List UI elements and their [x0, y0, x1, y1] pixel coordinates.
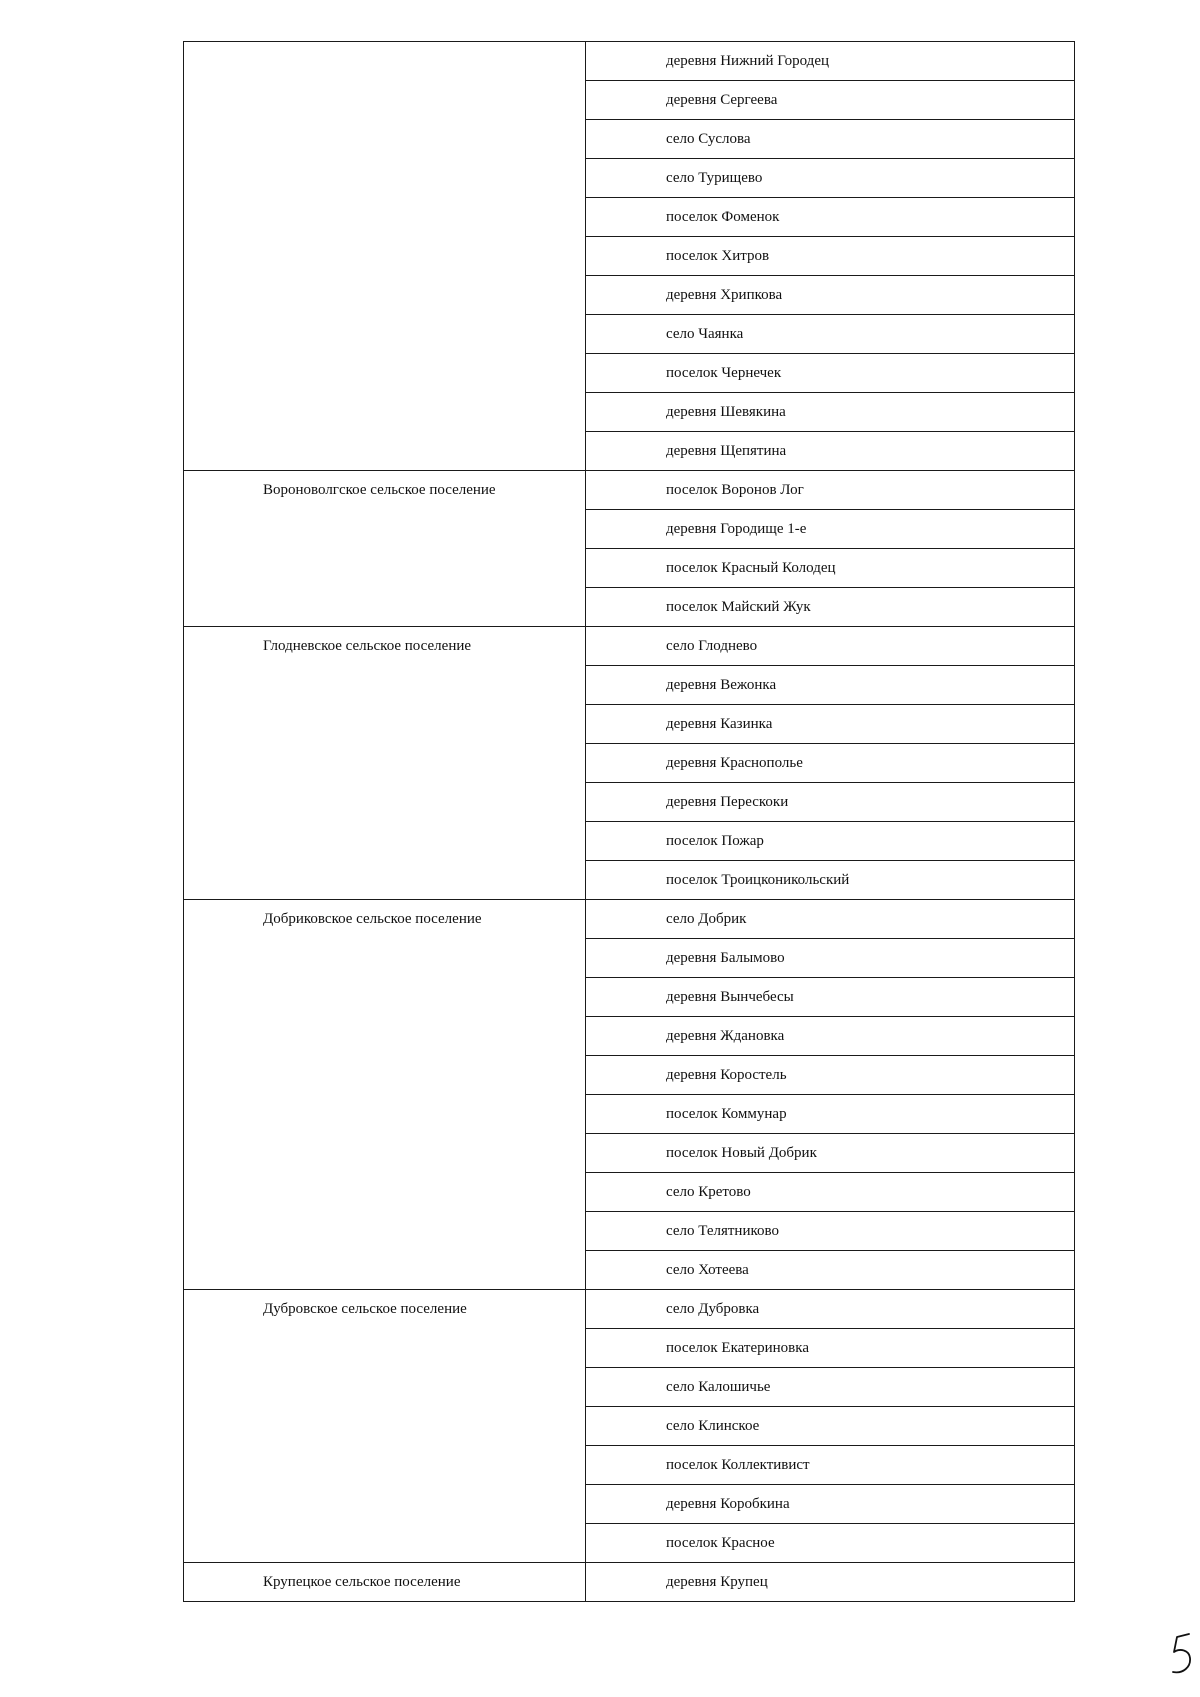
locality-name-cell: деревня Вежонка — [586, 666, 1075, 705]
locality-name-cell: деревня Краснополье — [586, 744, 1075, 783]
settlement-name-cell — [184, 42, 586, 471]
locality-name-cell: село Телятниково — [586, 1212, 1075, 1251]
table-row — [184, 42, 1075, 81]
locality-name-cell: деревня Ждановка — [586, 1017, 1075, 1056]
locality-name-cell: деревня Балымово — [586, 939, 1075, 978]
locality-name-cell: деревня Перескоки — [586, 783, 1075, 822]
settlement-name-cell: Крупецкое сельское поселение — [184, 1563, 586, 1602]
locality-name-cell: село Глоднево — [586, 627, 1075, 666]
settlement-name-cell: Вороноволгское сельское поселение — [184, 471, 586, 627]
locality-name-cell: деревня Хрипкова — [586, 276, 1075, 315]
locality-name-cell: село Суслова — [586, 120, 1075, 159]
locality-name-cell: деревня Казинка — [586, 705, 1075, 744]
table-row — [184, 1290, 1075, 1329]
locality-name-cell: поселок Хитров — [586, 237, 1075, 276]
locality-name-cell: поселок Троицконикольский — [586, 861, 1075, 900]
locality-name-cell: деревня Шевякина — [586, 393, 1075, 432]
locality-name-cell: деревня Нижний Городец — [586, 42, 1075, 81]
locality-name-cell: поселок Чернечек — [586, 354, 1075, 393]
table-row — [184, 900, 1075, 939]
table-row — [184, 1563, 1075, 1602]
locality-name-cell: деревня Сергеева — [586, 81, 1075, 120]
locality-name-cell: село Чаянка — [586, 315, 1075, 354]
locality-name-cell: поселок Фоменок — [586, 198, 1075, 237]
locality-name-cell: деревня Вынчебесы — [586, 978, 1075, 1017]
locality-name-cell: деревня Городище 1-е — [586, 510, 1075, 549]
locality-name-cell: село Турищево — [586, 159, 1075, 198]
settlement-name-cell: Дубровское сельское поселение — [184, 1290, 586, 1563]
locality-name-cell: село Дубровка — [586, 1290, 1075, 1329]
locality-name-cell: поселок Коллективист — [586, 1446, 1075, 1485]
settlement-name-cell: Добриковское сельское поселение — [184, 900, 586, 1290]
locality-name-cell: поселок Майский Жук — [586, 588, 1075, 627]
locality-name-cell: поселок Новый Добрик — [586, 1134, 1075, 1173]
locality-name-cell: поселок Коммунар — [586, 1095, 1075, 1134]
locality-name-cell: деревня Крупец — [586, 1563, 1075, 1602]
settlement-name-cell: Глодневское сельское поселение — [184, 627, 586, 900]
locality-name-cell: поселок Красный Колодец — [586, 549, 1075, 588]
locality-name-cell: поселок Красное — [586, 1524, 1075, 1563]
locality-name-cell: село Добрик — [586, 900, 1075, 939]
locality-name-cell: село Кретово — [586, 1173, 1075, 1212]
table-row — [184, 627, 1075, 666]
locality-name-cell: село Хотеева — [586, 1251, 1075, 1290]
locality-name-cell: деревня Щепятина — [586, 432, 1075, 471]
locality-name-cell: село Калошичье — [586, 1368, 1075, 1407]
locality-name-cell: поселок Пожар — [586, 822, 1075, 861]
locality-name-cell: деревня Коробкина — [586, 1485, 1075, 1524]
locality-name-cell: деревня Коростель — [586, 1056, 1075, 1095]
locality-name-cell: село Клинское — [586, 1407, 1075, 1446]
locality-name-cell: поселок Воронов Лог — [586, 471, 1075, 510]
handwritten-page-number — [1165, 1628, 1199, 1680]
settlements-table — [183, 41, 1075, 1602]
locality-name-cell: поселок Екатериновка — [586, 1329, 1075, 1368]
table-row — [184, 471, 1075, 510]
settlements-table-body — [184, 42, 1075, 1602]
